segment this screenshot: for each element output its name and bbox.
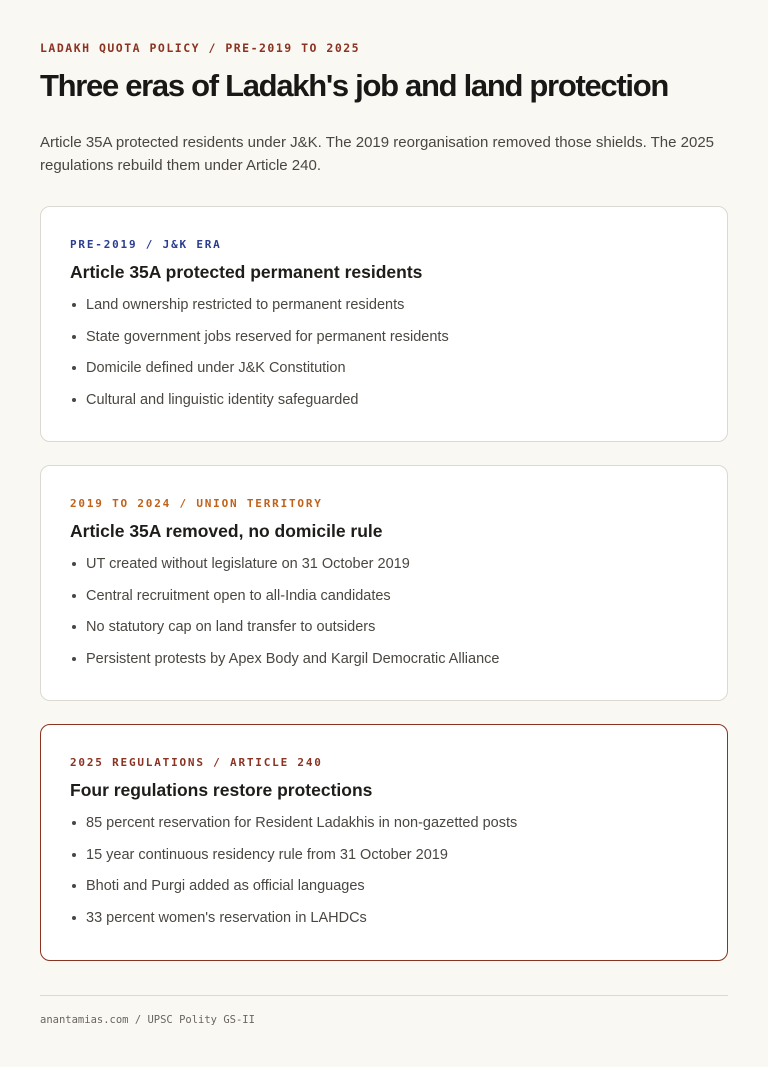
era-label: PRE-2019 / J&K ERA <box>70 238 222 251</box>
list-item-text: No statutory cap on land transfer to outsiders <box>86 619 376 635</box>
list-item <box>70 359 449 391</box>
list-item-text: Central recruitment open to all-India candidates <box>86 587 391 604</box>
era-heading: Article 35A protected permanent residents <box>70 262 423 282</box>
era-bullet-list <box>70 555 499 681</box>
list-item-text: State government jobs reserved for permanent residents <box>86 328 449 345</box>
list-item <box>70 296 449 328</box>
list-item <box>70 555 499 587</box>
list-item-text: 15 year continuous residency rule from 31 October 2019 <box>86 846 448 863</box>
eyebrow-label: LADAKH QUOTA POLICY / PRE-2019 TO 2025 <box>40 41 361 55</box>
footer-divider <box>40 995 728 996</box>
era-bullet-list <box>70 814 517 940</box>
list-item <box>70 618 499 650</box>
era-label: 2025 REGULATIONS / ARTICLE 240 <box>70 756 323 769</box>
era-heading: Article 35A removed, no domicile rule <box>70 521 383 541</box>
list-item-text: Land ownership restricted to permanent residents <box>86 297 405 313</box>
era-label: 2019 TO 2024 / UNION TERRITORY <box>70 497 323 510</box>
bullet-icon <box>72 853 76 857</box>
era-bullet-list <box>70 296 449 422</box>
bullet-icon <box>72 821 76 825</box>
bullet-icon <box>72 303 76 307</box>
bullet-icon <box>72 657 76 661</box>
bullet-icon <box>72 335 76 339</box>
list-item <box>70 328 449 360</box>
list-item-text: Bhoti and Purgi added as official languages <box>86 878 365 894</box>
list-item-text: Cultural and linguistic identity safeguarded <box>86 391 359 408</box>
list-item-text: Persistent protests by Apex Body and Kargil Democratic Alliance <box>86 650 500 667</box>
bullet-icon <box>72 562 76 566</box>
bullet-icon <box>72 398 76 402</box>
footer-credit: anantamias.com / UPSC Polity GS-II <box>40 1014 255 1026</box>
era-heading: Four regulations restore protections <box>70 780 373 800</box>
bullet-icon <box>72 884 76 888</box>
list-item <box>70 909 517 941</box>
list-item <box>70 391 449 423</box>
era-card-2019-2024 <box>40 465 728 701</box>
list-item-text: UT created without legislature on 31 October 2019 <box>86 556 410 572</box>
bullet-icon <box>72 594 76 598</box>
bullet-icon <box>72 916 76 920</box>
list-item-text: 85 percent reservation for Resident Ladakhis in non-gazetted posts <box>86 815 518 831</box>
list-item <box>70 814 517 846</box>
list-item <box>70 650 499 682</box>
list-item <box>70 587 499 619</box>
page-title: Three eras of Ladakh's job and land protection <box>40 68 668 103</box>
intro-paragraph: Article 35A protected residents under J&K. The 2019 reorganisation removed those shields. The 2025 regulations rebuild them under Article 240. <box>40 134 715 174</box>
list-item-text: Domicile defined under J&K Constitution <box>86 360 346 376</box>
bullet-icon <box>72 625 76 629</box>
list-item-text: 33 percent women's reservation in LAHDCs <box>86 909 367 926</box>
bullet-icon <box>72 366 76 370</box>
era-card-2025 <box>40 724 728 961</box>
list-item <box>70 877 517 909</box>
list-item <box>70 846 517 878</box>
era-card-pre-2019 <box>40 206 728 442</box>
